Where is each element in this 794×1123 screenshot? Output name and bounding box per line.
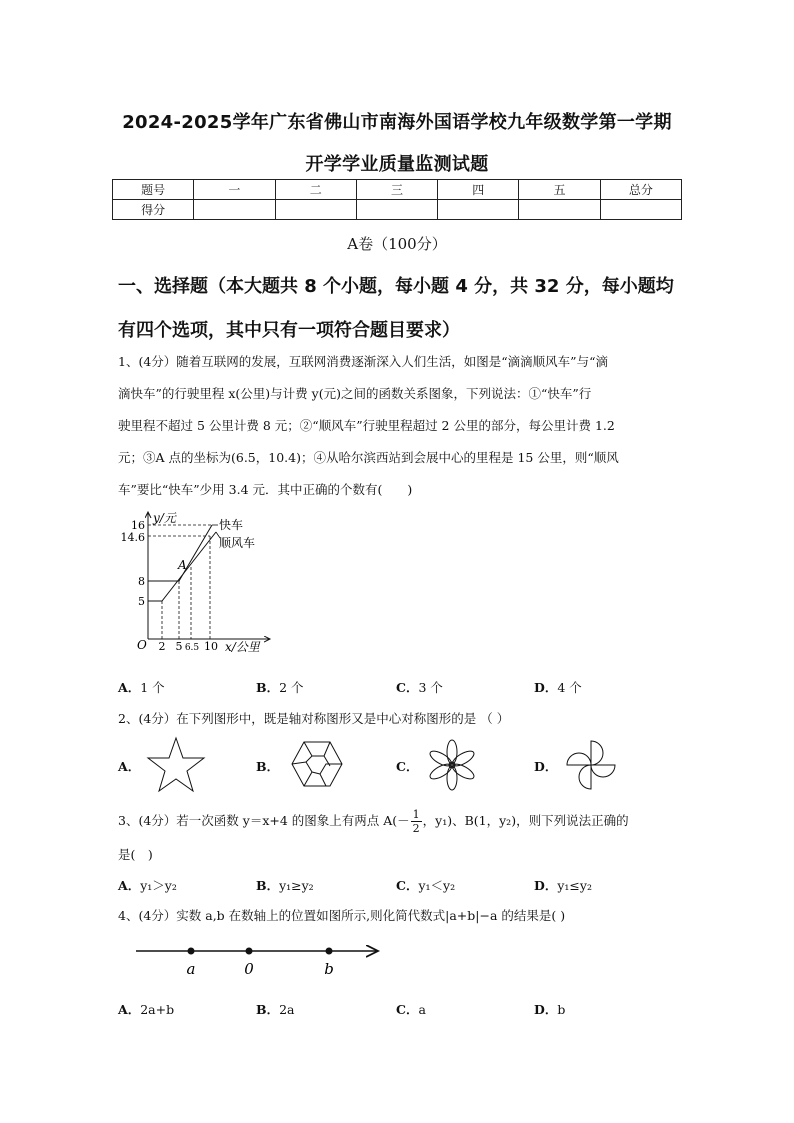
question-1-line: 车”要比“快车”少用 3.4 元．其中正确的个数有( ) xyxy=(118,482,413,497)
score-cell: 二 xyxy=(275,180,356,200)
score-table-score-row xyxy=(113,200,682,220)
score-cell: 一 xyxy=(194,180,275,200)
q4-option-b[interactable]: B．2a xyxy=(256,1002,295,1017)
q2-option-d[interactable]: D． xyxy=(534,759,558,774)
section-heading-line-1: 一、选择题（本大题共 8 个小题，每小题 4 分，共 32 分，每小题均 xyxy=(118,276,674,297)
question-1 xyxy=(118,346,683,506)
question-3-line-2: 是( ) xyxy=(118,847,153,862)
point-a-label: A xyxy=(178,558,187,572)
score-cell: 总分 xyxy=(600,180,681,200)
y-axis-label: y/元 xyxy=(153,511,176,525)
flower-shape-icon xyxy=(426,738,478,792)
star-shape-icon xyxy=(146,736,206,794)
fare-graph xyxy=(112,508,282,658)
q1-option-c[interactable]: C．3 个 xyxy=(396,680,443,695)
score-entry-cell xyxy=(438,200,519,220)
score-cell: 三 xyxy=(356,180,437,200)
question-1-line: 1、(4分）随着互联网的发展，互联网消费逐渐深入人们生活，如图是“滴滴顺风车”与“滴 xyxy=(118,354,608,369)
y-tick-label: 16 xyxy=(131,519,145,532)
y-tick-label: 5 xyxy=(138,595,145,608)
q4-option-c[interactable]: C．a xyxy=(396,1002,426,1017)
q1-option-d[interactable]: D．4 个 xyxy=(534,680,582,695)
score-entry-cell xyxy=(275,200,356,220)
q1-option-a[interactable]: A．1 个 xyxy=(118,680,165,695)
point-zero xyxy=(246,948,253,955)
q3-option-b[interactable]: B．y₁≥y₂ xyxy=(256,878,314,893)
fast-car-label: 快车 xyxy=(219,518,244,532)
q2-option-c[interactable]: C． xyxy=(396,759,419,774)
question-1-line: 元；③A 点的坐标为(6.5，10.4)；④从哈尔滨西站到会展中心的里程是 15 公里，则“顺风 xyxy=(118,450,619,465)
score-entry-cell xyxy=(194,200,275,220)
q3-option-d[interactable]: D．y₁≤y₂ xyxy=(534,878,592,893)
exam-title-line-1: 2024-2025学年广东省佛山市南海外国语学校九年级数学第一学期 xyxy=(122,112,672,133)
score-table xyxy=(112,179,682,220)
q3-option-a[interactable]: A．y₁＞y₂ xyxy=(118,878,177,893)
q4-option-a[interactable]: A．2a+b xyxy=(118,1002,175,1017)
exam-title-line-2: 开学学业质量监测试题 xyxy=(305,154,489,175)
question-4: 4、(4分）实数 a,b 在数轴上的位置如图所示,则化简代数式|a+b|−a 的结果是( ) xyxy=(118,908,566,923)
fast-car-line xyxy=(148,525,212,581)
question-2: 2、(4分）在下列图形中，既是轴对称图形又是中心对称图形的是 （ ） xyxy=(118,711,510,726)
score-entry-cell xyxy=(600,200,681,220)
number-line xyxy=(134,938,384,978)
score-table-header-row xyxy=(113,180,682,200)
q3-option-c[interactable]: C．y₁＜y₂ xyxy=(396,878,456,893)
question-1-line: 驶里程不超过 5 公里计费 8 元；②“顺风车”行驶里程超过 2 公里的部分，每公里计费 1.2 xyxy=(118,418,615,433)
score-entry-cell xyxy=(519,200,600,220)
x-axis-label: x/公里 xyxy=(225,640,260,654)
pinwheel-shape-icon xyxy=(564,738,618,792)
q1-option-b[interactable]: B．2 个 xyxy=(256,680,304,695)
question-3: 3、(4分）若一次函数 y＝x+4 的图象上有两点 A(－ $\frac{1}{2}$ ，y₁)、B(1，y₂)，则下列说法正确的 xyxy=(118,808,629,835)
point-b-label: b xyxy=(324,960,334,978)
x-tick-label: 10 xyxy=(204,640,218,653)
origin-label: O xyxy=(137,638,147,652)
point-a xyxy=(188,948,195,955)
y-tick-label: 14.6 xyxy=(120,531,145,544)
section-heading-line-2: 有四个选项，其中只有一项符合题目要求） xyxy=(118,320,460,341)
y-tick-label: 8 xyxy=(138,575,145,588)
score-cell: 五 xyxy=(519,180,600,200)
q2-option-a[interactable]: A． xyxy=(118,759,141,774)
x-tick-label: 2 xyxy=(158,640,166,653)
fraction: $\frac{1}{2}$ xyxy=(412,808,420,835)
x-tick-label: 5 xyxy=(175,640,183,653)
q4-option-d[interactable]: D．b xyxy=(534,1002,566,1017)
score-entry-cell xyxy=(356,200,437,220)
x-tick-label: 6.5 xyxy=(184,643,200,653)
q2-option-b[interactable]: B． xyxy=(256,759,280,774)
point-b xyxy=(326,948,333,955)
score-cell: 四 xyxy=(438,180,519,200)
question-1-line: 滴快车”的行驶里程 x(公里)与计费 y(元)之间的函数关系图象，下列说法：①“快车”行 xyxy=(118,386,592,401)
volume-title: A卷（100分） xyxy=(347,235,447,253)
point-zero-label: 0 xyxy=(244,960,254,978)
score-cell: 题号 xyxy=(113,180,194,200)
recycle-shape-icon xyxy=(290,740,344,790)
point-a-label: a xyxy=(186,960,196,978)
hitch-ride-label: 顺风车 xyxy=(219,536,256,550)
score-cell: 得分 xyxy=(113,200,194,220)
